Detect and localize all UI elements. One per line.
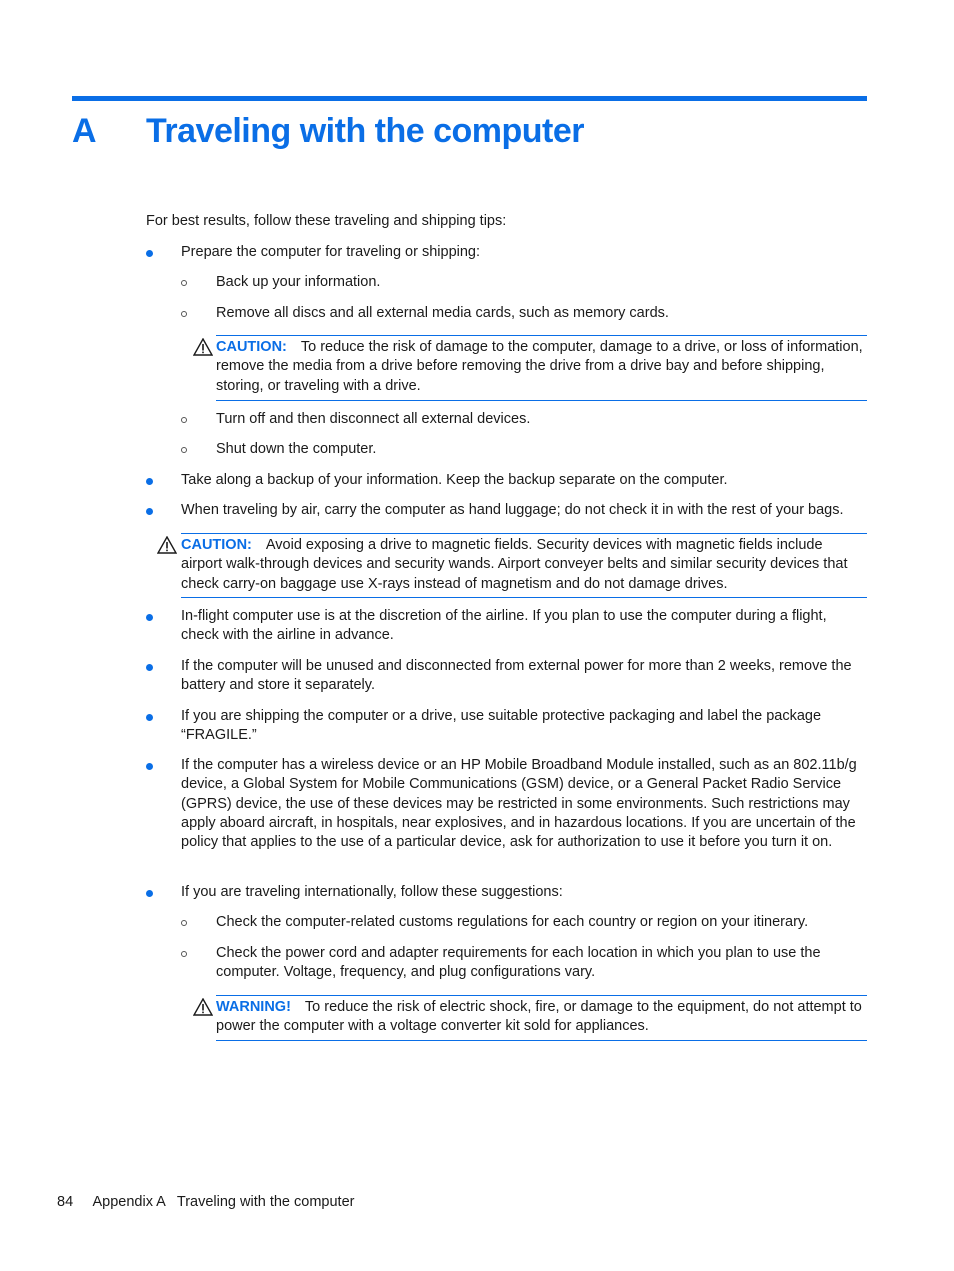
bullet-dot <box>146 714 153 721</box>
sub-bullet-circle <box>181 447 187 453</box>
sub-list-item: Shut down the computer. <box>216 441 377 457</box>
bullet-dot <box>146 763 153 770</box>
chapter-rule <box>72 96 867 101</box>
list-item: If the computer will be unused and disconnected from external power for more than 2 weeks, remove the battery and store it separately. <box>181 658 852 694</box>
warning-triangle-icon <box>193 338 213 356</box>
sub-list-item: Check the computer-related customs regulations for each country or region on your itinerary. <box>216 914 809 930</box>
intro-text: For best results, follow these traveling and shipping tips: <box>146 213 507 229</box>
list-item: If the computer has a wireless device or an HP Mobile Broadband Module installed, such as an 802.11b/g device, a Global System for Mobile Communications (GSM) device, or a General Packet Radio Service (GPRS) device, the use of these devices may be restricted in some environments. Such restrictions may apply aboard aircraft, in hospitals, near explosives, and in hazardous locations. If you are uncertain of the policy that applies to the use of a particular device, ask for authorization to use it before you turn it on. <box>181 757 857 851</box>
sub-bullet-circle <box>181 920 187 926</box>
caution-body <box>181 536 867 594</box>
list-item: If you are traveling internationally, follow these suggestions: <box>181 884 563 900</box>
list-item: Take along a backup of your information. Keep the backup separate on the computer. <box>181 472 728 488</box>
chapter-letter: A <box>72 112 97 150</box>
bullet-dot <box>146 478 153 485</box>
bullet-dot <box>146 250 153 257</box>
warning-triangle-icon <box>157 536 177 554</box>
list-item: When traveling by air, carry the computer as hand luggage; do not check it in with the rest of your bags. <box>181 502 844 518</box>
bullet-dot <box>146 664 153 671</box>
sub-list-item: Remove all discs and all external media cards, such as memory cards. <box>216 305 669 321</box>
bullet-dot <box>146 890 153 897</box>
warning-body <box>216 998 867 1037</box>
sub-list-item: Turn off and then disconnect all external devices. <box>216 411 531 427</box>
caution-text: To reduce the risk of damage to the computer, damage to a drive, or loss of information, remove the media from a drive before removing the drive from a drive bay and before shipping, storing, or traveling with a drive. <box>216 339 863 394</box>
page-footer <box>57 1193 354 1212</box>
footer-section: Appendix A <box>92 1194 166 1210</box>
sub-bullet-circle <box>181 417 187 423</box>
list-item: If you are shipping the computer or a drive, use suitable protective packaging and label the package “FRAGILE.” <box>181 708 822 744</box>
warning-text: To reduce the risk of electric shock, fire, or damage to the equipment, do not attempt to power the computer with a voltage converter kit sold for appliances. <box>216 999 862 1035</box>
warning-triangle-icon <box>193 998 213 1016</box>
list-item: Prepare the computer for traveling or shipping: <box>181 244 481 260</box>
bullet-dot <box>146 508 153 515</box>
warning-label: WARNING! <box>216 999 291 1015</box>
caution-label: CAUTION: <box>216 339 287 355</box>
caution-label: CAUTION: <box>181 537 252 553</box>
list-item: In-flight computer use is at the discretion of the airline. If you plan to use the computer during a flight, check with the airline in advance. <box>181 608 827 644</box>
page-number: 84 <box>57 1194 74 1210</box>
sub-bullet-circle <box>181 311 187 317</box>
sub-list-item: Check the power cord and adapter requirements for each location in which you plan to use the computer. Voltage, frequency, and plug configurations vary. <box>216 945 821 981</box>
sub-bullet-circle <box>181 280 187 286</box>
caution-body <box>216 338 867 396</box>
caution-text: Avoid exposing a drive to magnetic fields. Security devices with magnetic fields include airport walk-through devices and security wands. Airport conveyer belts and similar security devices that check carry-on baggage use X-rays instead of magnetism and do not damage drives. <box>181 537 848 592</box>
chapter-title: Traveling with the computer <box>146 112 585 150</box>
footer-title: Traveling with the computer <box>176 1194 355 1210</box>
bullet-dot <box>146 614 153 621</box>
sub-list-item: Back up your information. <box>216 274 381 290</box>
sub-bullet-circle <box>181 951 187 957</box>
